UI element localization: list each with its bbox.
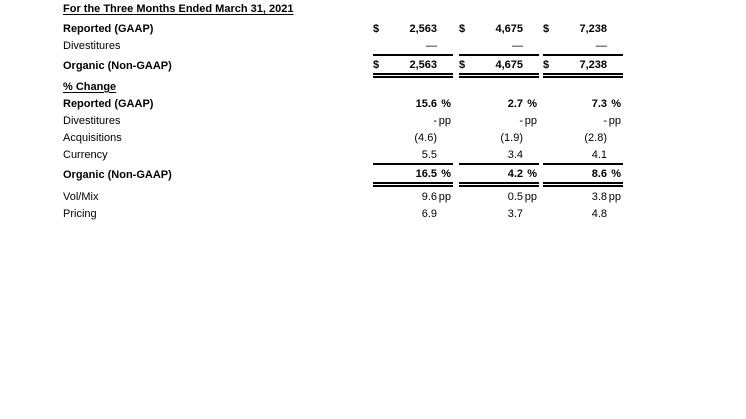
row-reported-gaap-sales [0, 20, 746, 37]
table-row [0, 2, 746, 20]
row-label: Pricing [63, 207, 97, 220]
value-cell [543, 205, 623, 222]
value-cell [543, 112, 623, 129]
row-label: Divestitures [63, 114, 121, 127]
value-cell [459, 146, 539, 163]
value-cell [543, 37, 623, 54]
cell-value: - [433, 114, 437, 127]
cell-suffix: pp [524, 114, 537, 127]
cell-value: 3.4 [507, 148, 523, 161]
cell-value: (1.9) [500, 131, 523, 144]
cell-suffix: pp [608, 190, 621, 203]
row-volmix [0, 188, 746, 205]
total-cell [543, 163, 623, 187]
cell-suffix: pp [608, 114, 621, 127]
cell-value: 8.6 [591, 167, 607, 180]
cell-value: - [603, 114, 607, 127]
value-cell [373, 129, 453, 146]
row-organic-nongaap-sales [0, 54, 746, 78]
cell-value: (4.6) [414, 131, 437, 144]
value-cell [543, 20, 623, 37]
row-label: Vol/Mix [63, 190, 99, 203]
cell-suffix: pp [524, 190, 537, 203]
row-label: Organic (Non-GAAP) [63, 169, 172, 181]
currency-symbol: $ [373, 58, 380, 71]
total-cell [459, 54, 539, 78]
value-cell [373, 112, 453, 129]
cell-suffix: % [527, 97, 537, 110]
value-cell [543, 188, 623, 205]
row-label: Reported (GAAP) [63, 97, 154, 110]
row-divestitures-pct [0, 112, 746, 129]
cell-suffix: pp [438, 190, 451, 203]
value-cell [373, 20, 453, 37]
cell-value: — [512, 39, 523, 52]
cell-value: 3.7 [507, 207, 523, 220]
value-cell [459, 188, 539, 205]
cell-value: 2,563 [409, 22, 437, 35]
cell-value: — [426, 39, 437, 52]
currency-symbol: $ [543, 58, 550, 71]
value-cell [459, 205, 539, 222]
value-cell [543, 129, 623, 146]
value-cell [373, 205, 453, 222]
cell-value: 4.2 [507, 167, 523, 180]
cell-suffix: % [441, 97, 451, 110]
currency-symbol: $ [373, 22, 380, 35]
cell-value: 7,238 [579, 22, 607, 35]
cell-suffix: % [611, 167, 621, 180]
cell-value: — [596, 39, 607, 52]
cell-suffix: % [527, 167, 537, 180]
table-title: For the Three Months Ended March 31, 2021 [63, 3, 294, 15]
total-cell [543, 54, 623, 78]
cell-value: 4.8 [591, 207, 607, 220]
cell-value: 9.6 [421, 190, 437, 203]
total-cell [373, 163, 453, 187]
row-label: Acquisitions [63, 131, 122, 144]
cell-value: 4,675 [495, 22, 523, 35]
value-cell [373, 95, 453, 112]
cell-value: 7,238 [579, 58, 607, 71]
value-cell [459, 20, 539, 37]
value-cell [543, 146, 623, 163]
cell-suffix: pp [438, 114, 451, 127]
cell-value: - [519, 114, 523, 127]
row-organic-nongaap-pct [0, 163, 746, 187]
cell-suffix: % [441, 167, 451, 180]
cell-value: 7.3 [591, 97, 607, 110]
cell-value: 16.5 [415, 167, 437, 180]
row-pricing [0, 205, 746, 222]
row-currency-pct [0, 146, 746, 163]
cell-value: 5.5 [421, 148, 437, 161]
cell-value: 6.9 [421, 207, 437, 220]
row-label: Divestitures [63, 39, 121, 52]
value-cell [459, 37, 539, 54]
cell-value: 15.6 [415, 97, 437, 110]
cell-value: 4,675 [495, 58, 523, 71]
table-row [0, 78, 746, 95]
section-heading-pct-change: % Change [63, 80, 117, 93]
cell-value: 2.7 [507, 97, 523, 110]
row-label: Reported (GAAP) [63, 22, 154, 35]
cell-value: (2.8) [584, 131, 607, 144]
row-acquisitions-pct [0, 129, 746, 146]
cell-suffix: % [611, 97, 621, 110]
cell-value: 2,563 [409, 58, 437, 71]
row-label: Organic (Non-GAAP) [63, 60, 172, 72]
currency-symbol: $ [459, 58, 466, 71]
cell-value: 4.1 [591, 148, 607, 161]
cell-value: 3.8 [591, 190, 607, 203]
row-divestitures-sales [0, 37, 746, 54]
value-cell [373, 188, 453, 205]
row-reported-gaap-pct [0, 95, 746, 112]
value-cell [543, 95, 623, 112]
row-label: Currency [63, 148, 108, 161]
value-cell [373, 37, 453, 54]
cell-value: 0.5 [507, 190, 523, 203]
currency-symbol: $ [543, 22, 550, 35]
value-cell [459, 95, 539, 112]
total-cell [459, 163, 539, 187]
total-cell [373, 54, 453, 78]
value-cell [459, 112, 539, 129]
currency-symbol: $ [459, 22, 466, 35]
value-cell [373, 146, 453, 163]
value-cell [459, 129, 539, 146]
